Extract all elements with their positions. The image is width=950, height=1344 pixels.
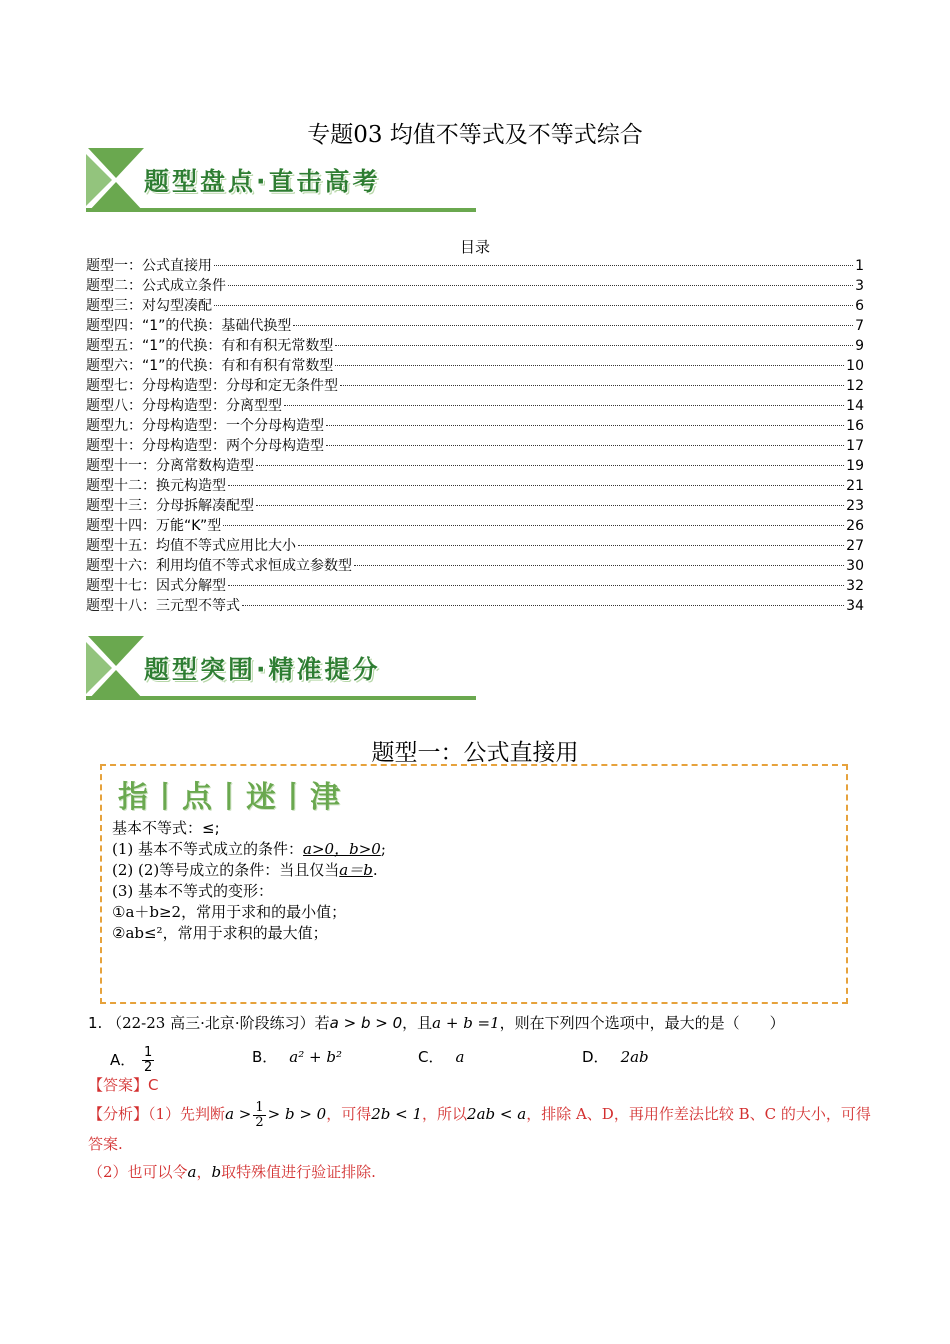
- toc-entry-label: 题型十六：利用均值不等式求恒成立参数型: [86, 558, 352, 574]
- option-a[interactable]: A． $\frac{1}{2}$: [110, 1045, 153, 1075]
- toc-entry[interactable]: [86, 296, 864, 316]
- answer-line: 【答案】C: [88, 1076, 159, 1094]
- toc-entry[interactable]: [86, 416, 864, 436]
- option-a-value: $\frac{1}{2}$: [144, 1045, 153, 1075]
- option-c[interactable]: C． a: [418, 1048, 465, 1066]
- toc-heading: 目录: [459, 238, 490, 256]
- toc-entry-label: 题型十二：换元构造型: [86, 478, 226, 494]
- toc-entry[interactable]: [86, 476, 864, 496]
- banner-x-icon: [86, 148, 146, 214]
- tip-heading: 指丨点丨迷丨津: [118, 780, 342, 815]
- toc-entry-page: 6: [855, 298, 864, 314]
- toc-leader-dots: [256, 505, 844, 506]
- toc-leader-dots: [242, 605, 844, 606]
- toc-entry-page: 7: [855, 318, 864, 334]
- toc-entry-page: 9: [855, 338, 864, 354]
- toc-entry-label: 题型八：分母构造型：分离型型: [86, 398, 282, 414]
- tip-line: ①a＋b≥2，常用于求和的最小值；: [112, 903, 347, 921]
- toc-entry-page: 1: [855, 258, 864, 274]
- toc-entry-label: 题型六：“1”的代换：有和有积有常数型: [86, 358, 334, 374]
- tip-line: (1) 基本不等式成立的条件：a>0，b>0;: [112, 840, 386, 858]
- toc-leader-dots: [335, 345, 853, 346]
- toc-leader-dots: [228, 285, 853, 286]
- toc-entry[interactable]: [86, 336, 864, 356]
- toc-entry-label: 题型十八：三元型不等式: [86, 598, 240, 614]
- toc-leader-dots: [214, 265, 853, 266]
- toc-entry-page: 27: [846, 538, 864, 554]
- toc-entry-page: 14: [846, 398, 864, 414]
- toc-entry[interactable]: [86, 596, 864, 616]
- toc-entry-page: 12: [846, 378, 864, 394]
- toc-entry-label: 题型三：对勾型凑配: [86, 298, 212, 314]
- toc-leader-dots: [326, 425, 844, 426]
- banner-overview-text: 题型盘点·直击高考: [144, 167, 381, 196]
- toc-entry-page: 10: [846, 358, 864, 374]
- toc-entry-label: 题型一：公式直接用: [86, 258, 212, 274]
- toc-entry[interactable]: [86, 516, 864, 536]
- option-b[interactable]: B． a² + b²: [252, 1048, 342, 1066]
- toc-entry[interactable]: [86, 276, 864, 296]
- banner-x-icon: [86, 636, 146, 702]
- banner-practice: [86, 636, 476, 702]
- toc-entry-label: 题型五：“1”的代换：有和有积无常数型: [86, 338, 334, 354]
- toc-entry[interactable]: [86, 436, 864, 456]
- toc-entry[interactable]: [86, 316, 864, 336]
- toc-entry-page: 19: [846, 458, 864, 474]
- options: [110, 1038, 870, 1075]
- analysis-line-1: 【分析】（1）先判断a > $\frac{1}{2}$ > b > 0，可得2b < 1，所以2ab < a，排除 A、D，再用作差法比较 B、C 的大小，可得答案.: [88, 1099, 871, 1153]
- toc-entry-page: 17: [846, 438, 864, 454]
- toc-leader-dots: [223, 525, 844, 526]
- toc-leader-dots: [335, 365, 844, 366]
- analysis: [88, 1100, 878, 1186]
- toc-entry[interactable]: [86, 396, 864, 416]
- toc-leader-dots: [293, 325, 853, 326]
- toc-entry[interactable]: [86, 576, 864, 596]
- toc-entry-page: 26: [846, 518, 864, 534]
- toc-entry[interactable]: [86, 376, 864, 396]
- toc-leader-dots: [228, 485, 844, 486]
- toc-leader-dots: [256, 465, 844, 466]
- toc-entry-page: 21: [846, 478, 864, 494]
- toc-leader-dots: [228, 585, 844, 586]
- toc-entry-page: 30: [846, 558, 864, 574]
- toc-entry[interactable]: [86, 536, 864, 556]
- option-d[interactable]: D． 2ab: [582, 1048, 649, 1066]
- toc-entry[interactable]: [86, 256, 864, 276]
- toc-entry-label: 题型九：分母构造型：一个分母构造型: [86, 418, 324, 434]
- toc-entry-page: 32: [846, 578, 864, 594]
- tip-content: [112, 818, 386, 944]
- toc-entry-label: 题型十七：因式分解型: [86, 578, 226, 594]
- document-title: 专题03 均值不等式及不等式综合: [307, 122, 643, 148]
- toc-leader-dots: [214, 305, 853, 306]
- toc-entry-page: 16: [846, 418, 864, 434]
- toc-entry-label: 题型十一：分离常数构造型: [86, 458, 254, 474]
- toc-leader-dots: [298, 545, 844, 546]
- toc-entry[interactable]: [86, 556, 864, 576]
- toc-leader-dots: [284, 405, 844, 406]
- tip-line: 基本不等式：≤;: [112, 819, 220, 837]
- table-of-contents: [86, 256, 864, 616]
- toc-entry-label: 题型十：分母构造型：两个分母构造型: [86, 438, 324, 454]
- toc-entry-page: 34: [846, 598, 864, 614]
- toc-entry-label: 题型十四：万能“K”型: [86, 518, 222, 534]
- toc-entry-page: 23: [846, 498, 864, 514]
- toc-entry[interactable]: [86, 496, 864, 516]
- toc-entry-page: 3: [855, 278, 864, 294]
- toc-entry-label: 题型七：分母构造型：分母和定无条件型: [86, 378, 338, 394]
- toc-entry-label: 题型二：公式成立条件: [86, 278, 226, 294]
- toc-entry-label: 题型十五：均值不等式应用比大小: [86, 538, 296, 554]
- question-stem: 1. （22-23 高三·北京·阶段练习）若a > b > 0，且a + b =1，则在下列四个选项中，最大的是（ ）: [88, 1014, 785, 1032]
- banner-overview: [86, 148, 476, 214]
- toc-leader-dots: [354, 565, 844, 566]
- tip-line: ②ab≤²，常用于求积的最大值；: [112, 924, 328, 942]
- banner-practice-text: 题型突围·精准提分: [144, 655, 381, 684]
- analysis-line-2: （2）也可以令a，b取特殊值进行验证排除.: [88, 1162, 376, 1181]
- toc-entry[interactable]: [86, 356, 864, 376]
- tip-line: (2) (2)等号成立的条件：当且仅当a＝b.: [112, 861, 378, 879]
- toc-leader-dots: [326, 445, 844, 446]
- toc-entry[interactable]: [86, 456, 864, 476]
- section-title: 题型一：公式直接用: [371, 740, 579, 766]
- toc-entry-label: 题型四：“1”的代换：基础代换型: [86, 318, 292, 334]
- tip-line: (3) 基本不等式的变形：: [112, 882, 274, 900]
- toc-entry-label: 题型十三：分母拆解凑配型: [86, 498, 254, 514]
- toc-leader-dots: [340, 385, 844, 386]
